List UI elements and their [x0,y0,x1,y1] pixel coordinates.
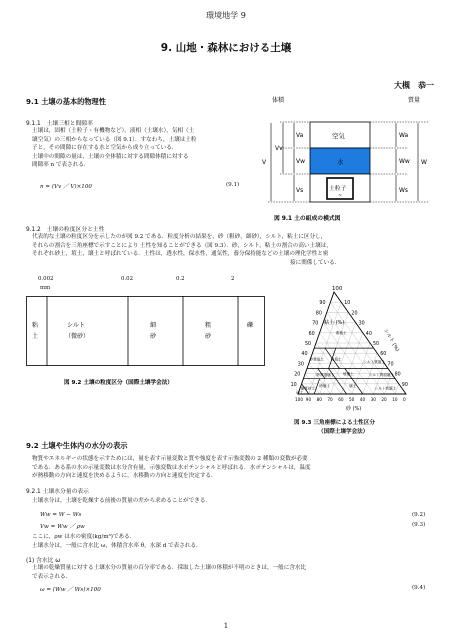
label-mass: 質量 [408,97,421,104]
label-Vw: Vw [296,158,306,165]
figure-9-3-caption-1: 図 9.3 三角座標による土性区分 [294,420,375,426]
figure-9-2 [26,296,266,388]
clay-axis-label: 粘土 (%) [324,320,345,326]
cell-silt-1: シルト [67,322,85,329]
sand-tick-label: 40 [359,397,366,402]
text-line: 土壌は，固相（土粒子・有機物など），液相（土壌水），気相（土 [32,128,195,134]
paragraph-moisture-ratio [32,564,432,581]
top-tick-100: 100 [332,286,343,292]
sand-tick-label: 60 [338,397,344,402]
clay-tick-label: 90 [319,301,326,307]
silt-tick-label: 70 [387,362,394,368]
label-Wa: Wa [399,132,409,139]
silt-tick-label: 10 [344,301,351,307]
cell-gravel: 礫 [247,322,254,329]
text-line: 土壌水分は，一般に含水比 ω，体積含水率 θ，水深 d で表される． [32,542,202,549]
sand-tick-label: 30 [370,397,376,402]
clay-tick-label: 50 [305,342,312,347]
author: 大槻 恭一 [394,81,434,90]
label-W: W [421,159,427,166]
clay-tick-label: 70 [312,321,319,327]
figure-9-1-caption: 図 9.1 土の組成の模式図 [274,216,341,222]
figure-9-2-caption: 図 9.2 土壌の粒度区分（国際土壌学会法） [64,380,173,386]
silt-tick-label: 20 [351,311,358,317]
clay-tick-label: 20 [294,372,301,378]
text-line: が熱移動の方向と速度を決めるように，水移動の方向と速度を決定する． [32,473,217,480]
silt-tick-label: 60 [380,352,387,358]
equation-9-4: ω = (Ww ／ Ws)×100 [40,587,101,593]
text-line: 壌空気）の三相からなっている（図 9.1）．すなわち，土壌は土粒 [32,136,197,143]
paragraph-9-1-1 [32,127,257,170]
sand-tick-label: 80 [316,397,322,402]
equation-number-9-4: (9.4) [412,585,426,591]
zone-label-clay-loam: 埴壌土 [343,372,354,376]
label-Vv: Vv [275,145,283,152]
text-line: 接に関係している． [290,259,341,266]
silt-tick-label: 50 [373,342,380,347]
equation-9-2: Ww = W − Ws [40,512,82,518]
zone-label-silty-loam: シルト質壌土 [374,386,397,391]
clay-tick-label: 80 [315,311,322,317]
label-V: V [262,159,267,166]
sand-axis-label: 砂 (%) [346,406,362,412]
section-heading-9-2: 9.2 土壌や生体内の水分の表示 [26,441,128,450]
equation-9-3: Vw = Ww ／ ρw [40,524,85,530]
figure-9-3 [284,284,444,434]
silt-tick-label: 30 [358,321,365,327]
clay-tick-label: 40 [301,352,308,358]
zone-label-sandy-clay-loam: 砂質埴壌土 [316,373,335,378]
zone-label-loam: 壌土 [349,384,357,389]
zone-label-heavy-clay: 重埴土 [335,331,347,336]
label-Vs: Vs [296,187,304,194]
tick-unit: mm [40,285,51,291]
sand-tick-label: 50 [349,397,355,402]
cell-coarse-sand-1: 粗 [205,322,212,329]
zone-label-sand: 砂土 [296,390,304,395]
clay-tick-label: 10 [290,382,297,388]
clay-tick-label: 30 [297,362,304,368]
sand-tick-label: 90 [305,397,312,402]
label-volume: 体積 [272,97,285,104]
text-line: である．ある系の水の示量変数は水分含有量，示強変数は水ポテンシャルと呼ばれる．水ポテンシャルは，温度 [32,464,311,471]
solid-label: 土粒子 [329,186,347,192]
cell-clay-1: 粘 [32,322,39,329]
text-line: それぞれ砂土，埴土，壌土と呼ばれている．土性は，透水性，保水性，通気性，養分保持能などの土壌の理化学性と密 [32,251,329,258]
text-line: 子と，その間隙に存在する水と空気から成り立っている． [32,145,178,152]
cell-coarse-sand-2: 砂 [205,333,212,340]
silt-tick-label: 40 [365,331,372,337]
silt-axis-label: シルト (%) [382,328,401,353]
zone-boundary [336,379,347,394]
figure-9-1 [258,92,448,224]
paragraph-9-2-1: 土壌水分は，土壌を乾燥する前後の質量の差から求めることができる． [32,498,212,504]
sand-tick-label: 0 [403,397,406,402]
text-line: ここに，ρw は水の密度(kg/m³)である． [32,534,136,540]
zone-label-silty-clay-loam: シルト質埴壌土 [368,373,394,378]
tick-0-002: 0.002 [38,276,54,282]
zone-label-silty-clay: シルト質埴土 [363,359,386,364]
tick-2: 2 [231,276,235,282]
water-label: 水 [337,158,344,166]
label-Ww: Ww [399,158,410,165]
running-header: 環境地学 9 [206,11,246,20]
paragraph-9-1-2 [32,233,432,267]
text-line: それらの割合を三角座標で示すことにより 土性を知ることができる（図 9.3）．砂，シルト，粘土の割合の高い土壌は， [32,242,332,249]
size-bar [27,297,265,366]
sand-tick-label: 100 [295,397,303,402]
text-line: 土壌の乾燥質量に対する土壌水分の質量の百分率である．採取した土壌の体積が不明のときは，一般に含水比 [32,565,307,571]
tick-0-02: 0.02 [121,276,134,282]
section-heading-9-1: 9.1 土壌の基本的物理性 [26,97,106,106]
cell-clay-2: 土 [32,333,39,340]
sand-tick-label: 20 [381,397,387,402]
clay-tick-label: 60 [308,331,315,337]
cell-fine-sand-2: 砂 [150,333,157,340]
page-title: 9. 山地・森林における土壌 [160,42,292,54]
label-Va: Va [296,132,304,139]
cell-fine-sand-1: 細 [150,322,157,329]
label-Ws: Ws [399,187,409,194]
subsection-heading-9-1-1: 9.1.1 土壌三相と間隙率 [26,121,93,127]
equation-9-1: n = (Vv ／ V)×100 [40,184,92,190]
cell-silt-2: （微砂） [65,333,90,340]
text-line: で表示される． [32,573,72,580]
sand-tick-label: 70 [327,397,333,402]
sand-tick-label: 10 [392,397,398,402]
text-line: 間隙率 n で表される． [32,162,90,169]
tilde-mark: ~ [338,193,343,199]
silt-tick-label: 80 [394,372,401,378]
zone-label-light-clay: 軽埴土 [330,357,342,362]
figure-9-3-caption-2: （国際土壌学会法） [318,429,369,435]
subsection-heading-9-2-1: 9.2.1 土壌水分量の表示 [26,489,89,495]
text-line: 物質やエネルギーの状態を示すためには，量を表す示量変数と質や強度を表す示強変数の 2 種類の変数が必要 [32,456,308,462]
air-label: 空気 [332,132,345,140]
equation-number-9-1: (9.1) [226,182,240,188]
zone-label-loamy-sand: 壌質砂土 [300,386,315,391]
subsubsection-heading-moisture-ratio: (1) 含水比 ω [26,558,61,564]
subsection-heading-9-1-2: 9.1.2 土壌の粒度区分と土性 [26,227,105,233]
page-number: 1 [223,622,229,630]
zone-label-sandy-loam: 砂壌土 [319,384,331,389]
zone-label-sandy-clay: 砂質埴土 [309,357,324,362]
text-line: 土壌中の間隙の量は，土壌の全体積に対する間隙体積に対する [32,153,189,160]
silt-tick-label: 90 [401,382,408,388]
zone-labels [296,330,396,394]
paragraph-9-2-1b [32,533,432,550]
equation-number-9-2: (9.2) [412,512,426,518]
paragraph-9-2 [32,455,432,481]
tick-0-2: 0.2 [176,276,185,282]
equation-number-9-3: (9.3) [412,522,426,528]
text-line: 代表的な土壌の粒度区分を示したのが図 9.2 である．粒度分析の結果を，砂（粗砂，細砂），シルト，粘土に区分し， [32,234,327,240]
